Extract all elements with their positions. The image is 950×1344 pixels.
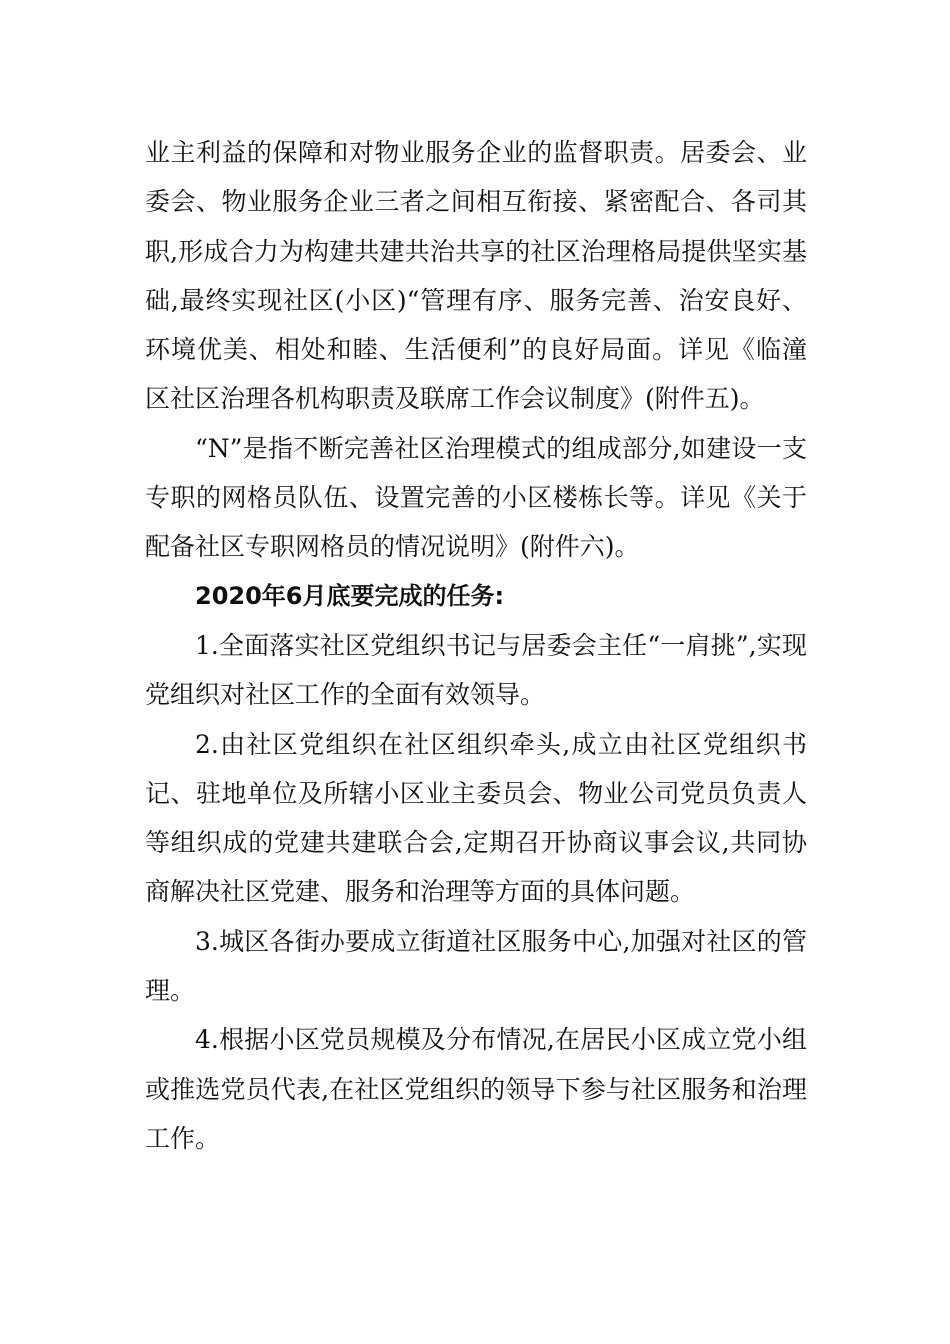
section-heading-tasks: 2020年6月底要完成的任务: xyxy=(195,581,505,610)
paragraph-n-component: “N”是指不断完善社区治理模式的组成部分,如建设一支专职的网格员队伍、设置完善的小区楼栋长等。详见《关于配备社区专职网格员的情况说明》(附件六)。 xyxy=(145,433,807,562)
task-item-4: 4.根据小区党员规模及分布情况,在居民小区成立党小组或推选党员代表,在社区党组织的领导下参与社区服务和治理工作。 xyxy=(145,1025,807,1153)
task-item-1: 1.全面落实社区党组织书记与居委会主任“一肩挑”,实现党组织对社区工作的全面有效领导。 xyxy=(145,630,807,710)
document-body xyxy=(145,128,807,1163)
task-item-3: 3.城区各街办要成立街道社区服务中心,加强对社区的管理。 xyxy=(145,926,807,1006)
paragraph-responsibilities: 业主利益的保障和对物业服务企业的监督职责。居委会、业委会、物业服务企业三者之间相互衔接、紧密配合、各司其职,形成合力为构建共建共治共享的社区治理格局提供坚实基础,最终实现社区(小区)“管理有序、服务完善、治安良好、环境优美、相处和睦、生活便利”的良好局面。详见《临潼区社区治理各机构职责及联席工作会议制度》(附件五)。 xyxy=(145,138,807,414)
task-item-2: 2.由社区党组织在社区组织牵头,成立由社区党组织书记、驻地单位及所辖小区业主委员会、物业公司党员负责人等组织成的党建共建联合会,定期召开协商议事会议,共同协商解决社区党建、服务和治理等方面的具体问题。 xyxy=(145,729,807,907)
